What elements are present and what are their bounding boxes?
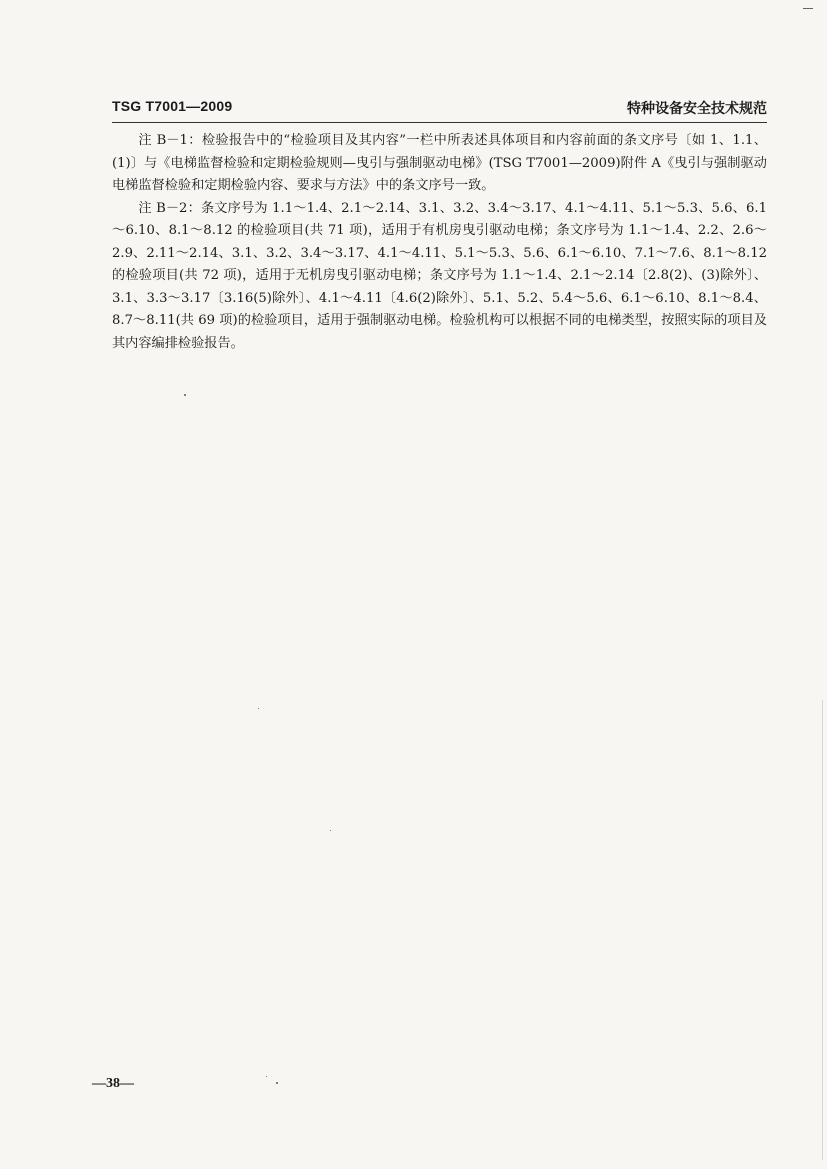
scan-speck [184, 394, 186, 396]
page-header [112, 96, 767, 122]
header-rule [112, 122, 767, 123]
note-b1: 注 B－1：检验报告中的“检验项目及其内容”一栏中所表述具体项目和内容前面的条文序号〔如 1、1.1、(1)〕与《电梯监督检验和定期检验规则—曳引与强制驱动电梯》(TSG T7001—2009)附件 A《曳引与强制驱动电梯监督检验和定期检验内容、要求与方法》中的条文序号一致。 [112, 133, 767, 193]
scan-edge [822, 700, 823, 1160]
scan-speck [258, 708, 259, 709]
corner-mark [803, 8, 813, 9]
header-title: 特种设备安全技术规范 [627, 101, 767, 117]
scan-speck [266, 1076, 267, 1077]
standard-code: TSG T7001—2009 [112, 98, 233, 114]
scan-speck [330, 830, 331, 831]
scan-speck [276, 1082, 278, 1084]
page-number: —38— [92, 1076, 134, 1091]
note-b2: 注 B－2：条文序号为 1.1～1.4、2.1～2.14、3.1、3.2、3.4～3.17、4.1～4.11、5.1～5.3、5.6、6.1～6.10、8.1～8.12 的检验项目(共 71 项)，适用于有机房曳引驱动电梯；条文序号为 1.1～1.4、2.2、2.6～2.9、2.11～2.14、3.1、3.2、3.4～3.17、4.1～4.11、5.1～5.3、5.6、6.1～6.10、7.1～7.6、8.1～8.12 的检验项目(共 72 项)，适用于无机房曳引驱动电梯；条文序号为 1.1～1.4、2.1～2.14〔2.8(2)、(3)除外〕、3.1、3.3～3.17〔3.16(5)除外〕、4.1～4.11〔4.6(2)除外〕、5.1、5.2、5.4～5.6、6.1～6.10、8.1～8.4、8.7～8.11(共 69 项)的检验项目，适用于强制驱动电梯。检验机构可以根据不同的电梯类型，按照实际的项目及其内容编排检验报告。 [112, 200, 767, 351]
notes-section [112, 130, 767, 355]
